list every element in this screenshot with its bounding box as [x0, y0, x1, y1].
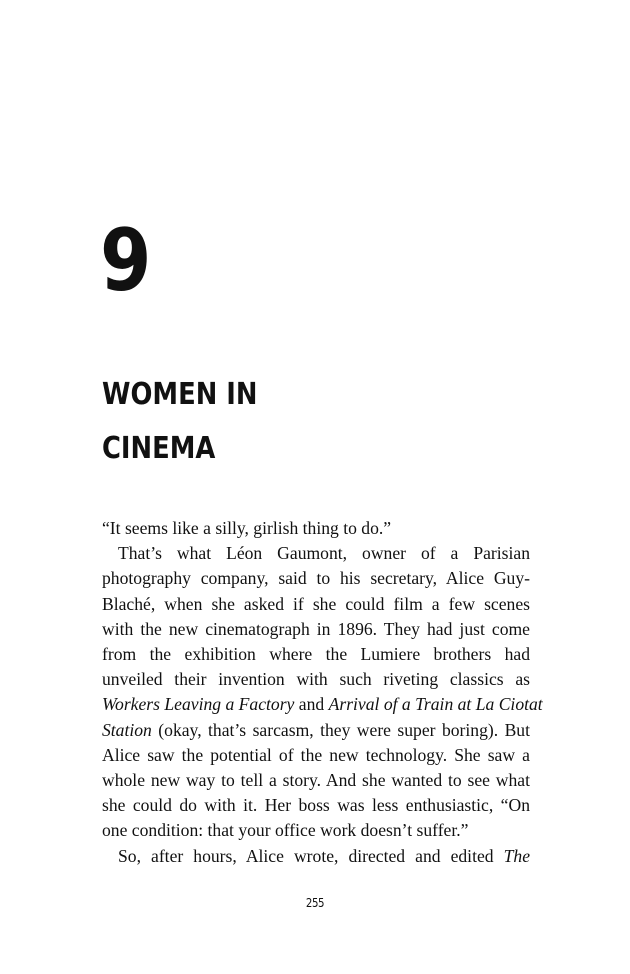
italic-title-workers: Workers Leaving a Factory [102, 694, 295, 715]
italic-title-arrival: Arrival of a Train at La Ciotat [328, 694, 543, 715]
body-line-6: from the exhibition where the Lumiere brothers had [102, 644, 530, 665]
body-line-8 [102, 692, 543, 717]
body-line-13: one condition: that your office work doesn’t suffer.” [102, 820, 469, 841]
body-line-5: with the new cinematograph in 1896. They had just come [102, 618, 530, 639]
body-line-14 [102, 844, 530, 869]
page-number: 255 [305, 896, 325, 910]
body-line-4: Blaché, when she asked if she could film a few scenes [102, 593, 530, 614]
body-line-12: she could do with it. Her boss was less enthusiastic, “On [102, 795, 530, 816]
italic-the: The [503, 845, 531, 866]
body-line-9-rest: (okay, that’s sarcasm, they were super boring). But [158, 719, 530, 740]
chapter-title [102, 368, 257, 476]
body-line-9 [102, 718, 530, 743]
italic-title-station: Station [102, 719, 152, 740]
body-line-11: whole new way to tell a story. And she wanted to see what [102, 770, 530, 791]
body-line-3: photography company, said to his secretary, Alice Guy- [102, 568, 530, 589]
chapter-number: 9 [100, 211, 150, 311]
body-line-8-and: and [298, 694, 325, 715]
body-line-14-text: So, after hours, Alice wrote, directed and edited [118, 845, 494, 866]
body-line-7: unveiled their invention with such riveting classics as [102, 669, 530, 690]
chapter-title-line-1: WOMEN IN [102, 377, 258, 412]
body-text [102, 516, 543, 869]
chapter-title-line-2: CINEMA [102, 431, 216, 466]
body-line-10: Alice saw the potential of the new technology. She saw a [102, 744, 530, 765]
body-line-2: That’s what Léon Gaumont, owner of a Parisian [118, 543, 530, 564]
body-line-1: “It seems like a silly, girlish thing to do.” [102, 518, 392, 538]
